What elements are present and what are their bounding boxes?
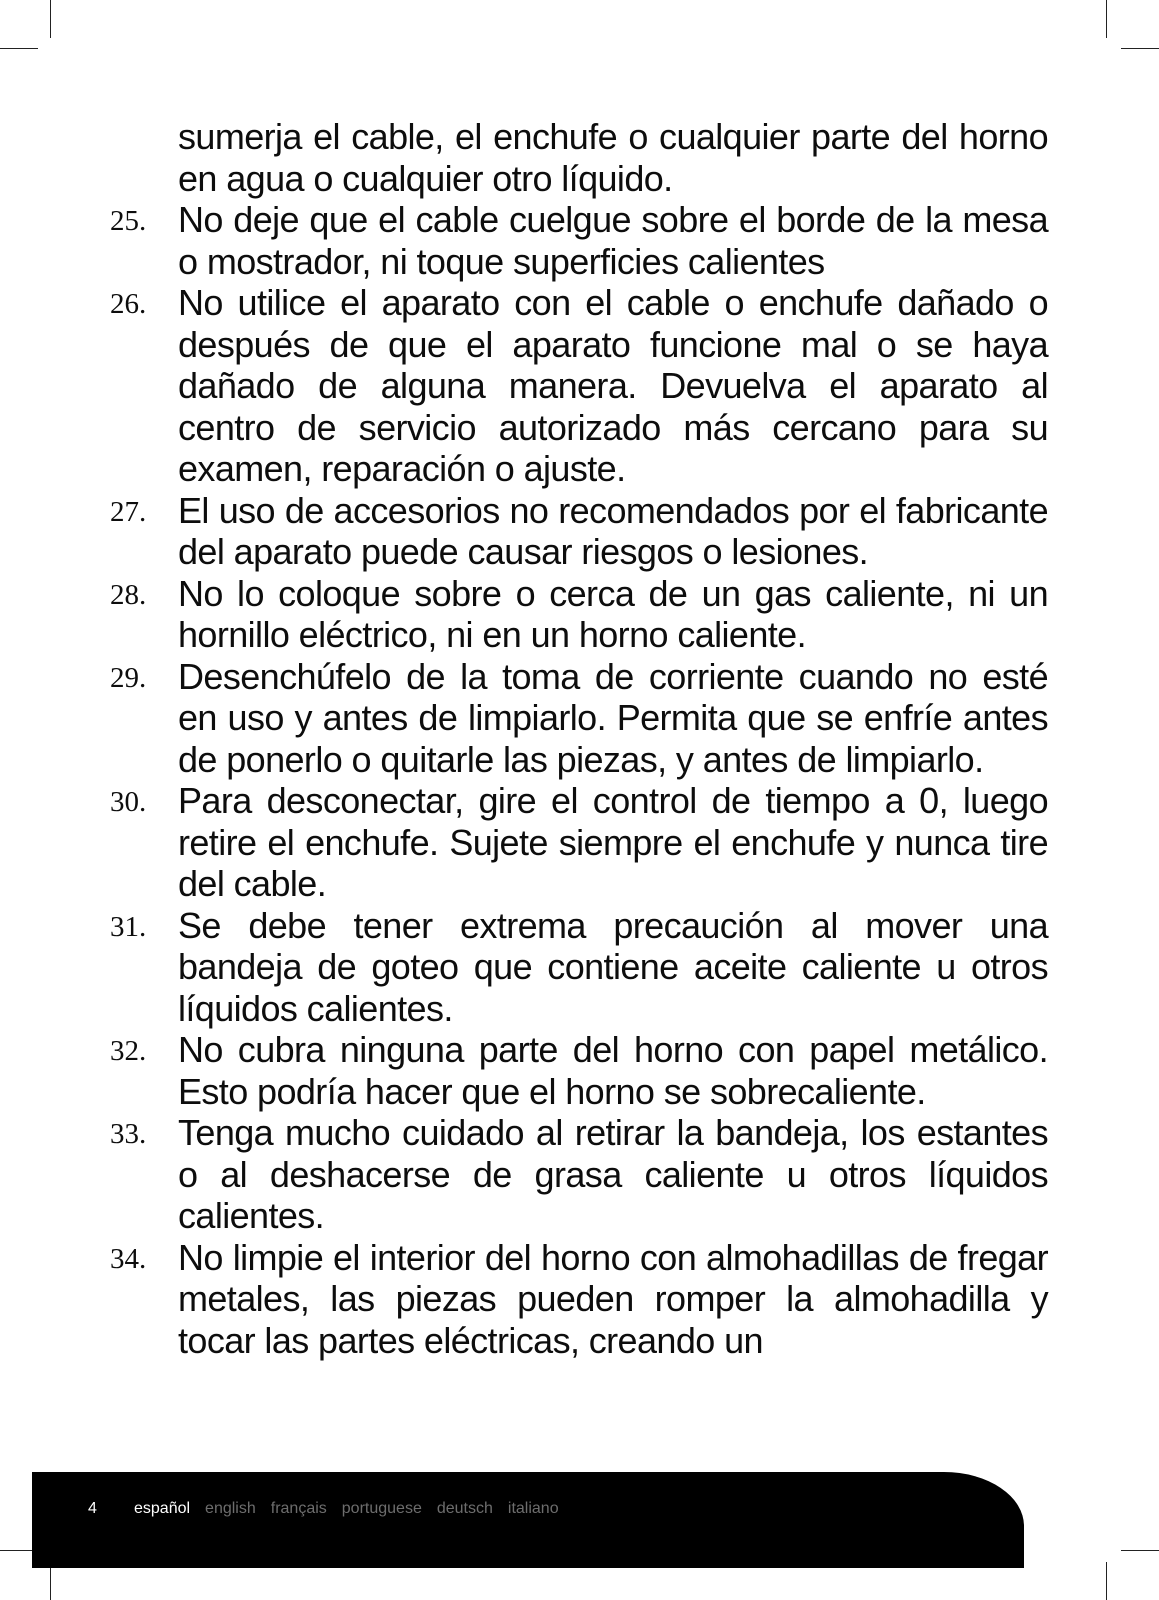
crop-mark-top-left-h bbox=[0, 48, 38, 49]
item-text: Desenchúfelo de la toma de corriente cuando no esté en uso y antes de limpiarlo. Permita que se enfríe antes de ponerlo o quitarle las piezas, y antes de limpiarlo. bbox=[178, 655, 1048, 780]
item-number: 31. bbox=[110, 910, 147, 943]
item-text: Para desconectar, gire el control de tiempo a 0, luego retire el enchufe. Sujete siempre el enchufe y nunca tire del cable. bbox=[178, 780, 1048, 904]
item-text: Tenga mucho cuidado al retirar la bandeja, los estantes o al deshacerse de grasa caliente u otros líquidos calientes. bbox=[178, 1112, 1048, 1236]
language-2: français bbox=[270, 1500, 327, 1517]
list-item bbox=[110, 1029, 1048, 1112]
list-item bbox=[110, 780, 1048, 905]
language-4: deutsch bbox=[436, 1500, 493, 1517]
list-item bbox=[110, 573, 1048, 656]
crop-mark-top-right-v bbox=[1106, 0, 1107, 38]
item-number: 25. bbox=[110, 205, 147, 237]
item-number: 34. bbox=[110, 1242, 147, 1275]
crop-mark-bottom-right-v bbox=[1106, 1562, 1107, 1600]
crop-mark-top-right-h bbox=[1121, 48, 1159, 49]
language-list bbox=[134, 1500, 559, 1518]
language-3: portuguese bbox=[341, 1500, 422, 1517]
list-item bbox=[110, 199, 1048, 282]
item-text: No deje que el cable cuelgue sobre el borde de la mesa o mostrador, ni toque superficies calientes bbox=[178, 199, 1048, 282]
item-text: El uso de accesorios no recomendados por el fabricante del aparato puede causar riesgos o lesiones. bbox=[178, 489, 1048, 572]
item-text: No lo coloque sobre o cerca de un gas caliente, ni un hornillo eléctrico, ni en un horno caliente. bbox=[178, 572, 1048, 655]
language-1: english bbox=[205, 1500, 256, 1517]
item-text: No cubra ninguna parte del horno con papel metálico. Esto podría hacer que el horno se sobrecaliente. bbox=[178, 1029, 1048, 1112]
item-number: 28. bbox=[110, 578, 147, 611]
item-number: 33. bbox=[110, 1118, 147, 1150]
item-text: No limpie el interior del horno con almohadillas de fregar metales, las piezas pueden romper la almohadilla y tocar las partes eléctricas, creando un bbox=[178, 1236, 1048, 1361]
list-item bbox=[110, 905, 1048, 1030]
list-item bbox=[110, 282, 1048, 490]
instructions-list bbox=[110, 116, 1048, 1361]
language-5: italiano bbox=[507, 1500, 559, 1517]
list-item bbox=[110, 656, 1048, 781]
footer-bar bbox=[32, 1472, 1024, 1568]
item-number: 30. bbox=[110, 786, 147, 818]
list-item bbox=[110, 1237, 1048, 1362]
crop-mark-top-left-v bbox=[50, 0, 51, 38]
list-item bbox=[110, 1112, 1048, 1237]
item-number: 26. bbox=[110, 288, 147, 320]
continuation-text: sumerja el cable, el enchufe o cualquier parte del horno en agua o cualquier otro líquido. bbox=[178, 116, 1048, 199]
item-text: No utilice el aparato con el cable o enchufe dañado o después de que el aparato funcione mal o se haya dañado de alguna manera. Devuelva el aparato al centro de servicio autorizado más cercano para su examen, reparación o ajuste. bbox=[178, 282, 1048, 489]
language-0: español bbox=[134, 1500, 191, 1517]
item-number: 29. bbox=[110, 661, 147, 694]
page-number: 4 bbox=[88, 1500, 97, 1517]
list-item bbox=[110, 490, 1048, 573]
item-text: Se debe tener extrema precaución al mover una bandeja de goteo que contiene aceite caliente u otros líquidos calientes. bbox=[178, 904, 1048, 1029]
item-number: 32. bbox=[110, 1035, 147, 1067]
crop-mark-bottom-right-h bbox=[1121, 1550, 1159, 1551]
item-number: 27. bbox=[110, 495, 147, 528]
